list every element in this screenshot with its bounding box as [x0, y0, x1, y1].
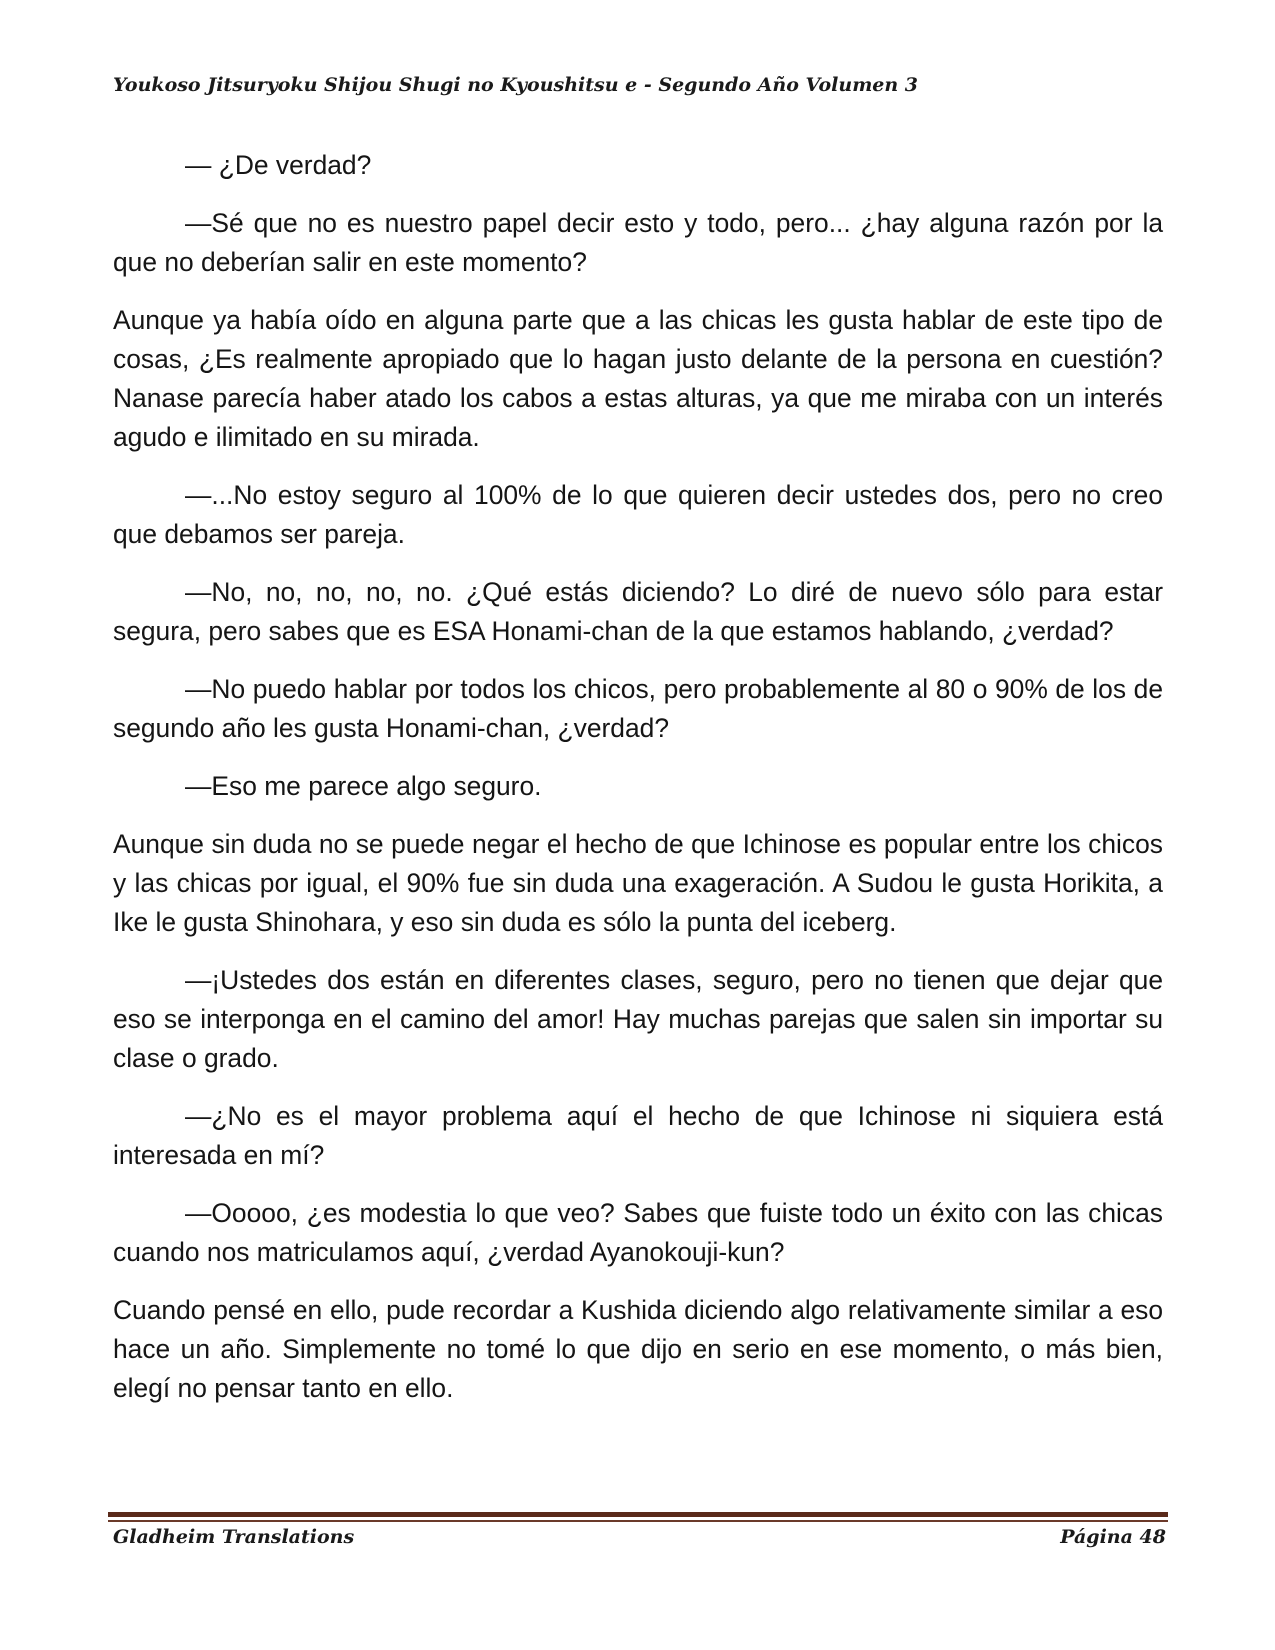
paragraph-dialogue: —Eso me parece algo seguro.: [185, 771, 542, 801]
footer-rule-thick: [108, 1512, 1168, 1517]
paragraph-narration: Cuando pensé en ello, pude recordar a Kushida diciendo algo relativamente similar a eso hace un año. Simplemente no tomé lo que dijo en serio en ese momento, o más bien, elegí no pensar tanto en ello.: [113, 1295, 1163, 1403]
footer-page-number: Página 48: [1060, 1526, 1166, 1548]
footer-rule-thin: [108, 1520, 1168, 1522]
paragraph-dialogue: —...No estoy seguro al 100% de lo que quieren decir ustedes dos, pero no creo que debamos ser pareja.: [113, 480, 1163, 549]
paragraph-narration: Aunque sin duda no se puede negar el hecho de que Ichinose es popular entre los chicos y las chicas por igual, el 90% fue sin duda una exageración. A Sudou le gusta Horikita, a Ike le gusta Shinohara, y eso sin duda es sólo la punta del iceberg.: [113, 829, 1163, 937]
footer-publisher: Gladheim Translations: [113, 1526, 355, 1548]
paragraph-dialogue: —No, no, no, no, no. ¿Qué estás diciendo? Lo diré de nuevo sólo para estar segura, pero sabes que es ESA Honami-chan de la que estamos hablando, ¿verdad?: [113, 577, 1163, 646]
page-footer: [113, 1526, 1166, 1548]
paragraph-dialogue: —¡Ustedes dos están en diferentes clases, seguro, pero no tienen que dejar que eso se interponga en el camino del amor! Hay muchas parejas que salen sin importar su clase o grado.: [113, 965, 1163, 1073]
paragraph-dialogue: —Sé que no es nuestro papel decir esto y todo, pero... ¿hay alguna razón por la que no deberían salir en este momento?: [113, 208, 1163, 277]
paragraph-narration: Aunque ya había oído en alguna parte que a las chicas les gusta hablar de este tipo de cosas, ¿Es realmente apropiado que lo hagan justo delante de la persona en cuestión? Nanase parecía haber atado los cabos a estas alturas, ya que me miraba con un interés agudo e ilimitado en su mirada.: [113, 305, 1163, 452]
paragraph-dialogue: — ¿De verdad?: [185, 150, 372, 180]
paragraph-dialogue: —No puedo hablar por todos los chicos, pero probablemente al 80 o 90% de los de segundo año les gusta Honami-chan, ¿verdad?: [113, 674, 1163, 743]
body-text: [113, 146, 1163, 1427]
paragraph-dialogue: —¿No es el mayor problema aquí el hecho de que Ichinose ni siquiera está interesada en mí?: [113, 1101, 1163, 1170]
page-header: Youkoso Jitsuryoku Shijou Shugi no Kyoushitsu e - Segundo Año Volumen 3: [113, 74, 919, 96]
paragraph-dialogue: —Ooooo, ¿es modestia lo que veo? Sabes que fuiste todo un éxito con las chicas cuando nos matriculamos aquí, ¿verdad Ayanokouji-kun?: [113, 1198, 1163, 1267]
